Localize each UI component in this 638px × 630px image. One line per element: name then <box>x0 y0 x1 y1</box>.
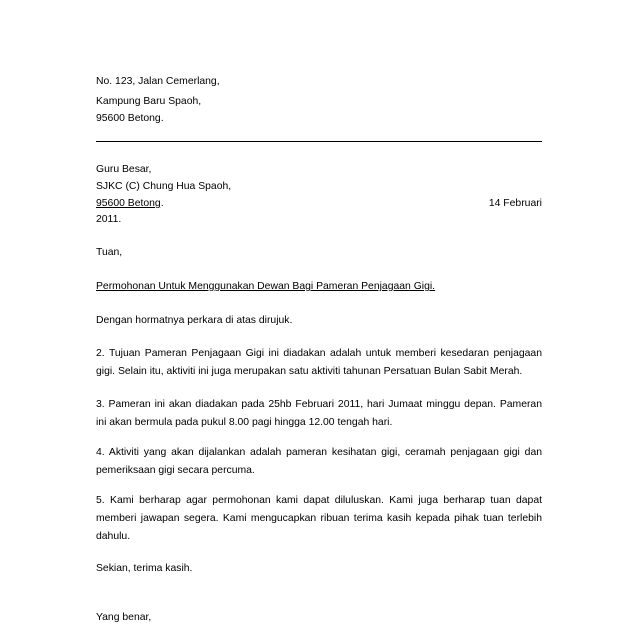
signoff: Yang benar, <box>96 612 152 623</box>
recipient-line-3 <box>96 197 164 211</box>
recipient-town-period: . <box>160 198 164 209</box>
paragraph-4: 4. Aktiviti yang akan dijalankan adalah pameran kesihatan gigi, ceramah penjagaan gigi dan pemeriksaan gigi secara percuma. <box>96 447 542 476</box>
letter-date-day-month: 14 Februari <box>488 198 542 209</box>
recipient-town: 95600 Betong <box>96 198 161 209</box>
salutation: Tuan, <box>96 247 123 258</box>
letter-date-year: 2011. <box>96 214 122 225</box>
closing-line: Sekian, terima kasih. <box>96 563 193 574</box>
recipient-line-1: Guru Besar, <box>96 164 152 175</box>
paragraph-1: Dengan hormatnya perkara di atas dirujuk. <box>96 315 293 326</box>
sender-address-line-3: 95600 Betong. <box>96 113 164 124</box>
recipient-line-2: SJKC (C) Chung Hua Spaoh, <box>96 181 232 192</box>
sender-address-line-2: Kampung Baru Spaoh, <box>96 96 202 107</box>
letter-subject: Permohonan Untuk Menggunakan Dewan Bagi Pameran Penjagaan Gigi. <box>96 281 436 292</box>
sender-address-line-1: No. 123, Jalan Cemerlang, <box>96 76 220 87</box>
paragraph-3: 3. Pameran ini akan diadakan pada 25hb Februari 2011, hari Jumaat minggu depan. Pameran ini akan bermula pada pukul 8.00 pagi hingga 12.00 tengah hari. <box>96 399 542 428</box>
paragraph-2: 2. Tujuan Pameran Penjagaan Gigi ini diadakan adalah untuk memberi kesedaran penjagaan gigi. Selain itu, aktiviti ini juga merupakan satu aktiviti tahunan Persatuan Bulan Sabit Merah. <box>96 348 542 377</box>
header-divider <box>96 141 542 142</box>
paragraph-5: 5. Kami berharap agar permohonan kami dapat diluluskan. Kami juga berharap tuan dapat memberi jawapan segera. Kami mengucapkan ribuan terima kasih kepada pihak tuan terlebih dahulu. <box>96 495 542 542</box>
